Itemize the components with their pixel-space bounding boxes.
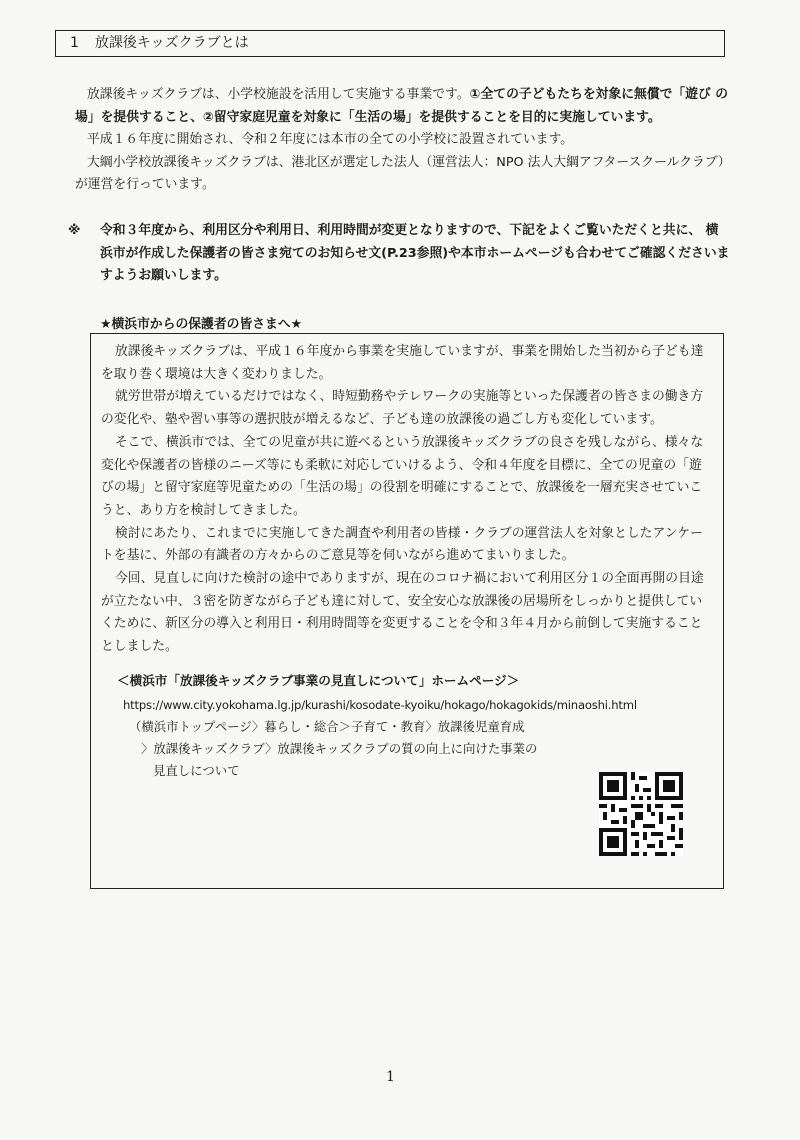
homepage-link-heading: ＜横浜市「放課後キッズクラブ事業の見直しについて」ホームページ＞ [117, 673, 520, 688]
section-heading [55, 30, 725, 57]
homepage-url-link[interactable]: https://www.city.yokohama.lg.jp/kurashi/kosodate-kyoiku/hokago/hokagokids/minaoshi.html [123, 698, 637, 712]
intro-text [75, 84, 730, 197]
intro-paragraph-3: 大綱小学校放課後キッズクラブは、港北区が選定した法人（運営法人：NPO 法人大綱アフタースクールクラブ）が運営を行っています。 [75, 154, 725, 192]
section-number: 1 [70, 35, 79, 51]
qr-code-icon[interactable] [599, 772, 683, 856]
intro-purpose-bold: ①全ての子どもたちを対象に無償で「遊び の場」を提供すること、②留守家庭児童を対象に「生活の場」を提供することを目的に実施しています。 [75, 87, 729, 125]
intro-paragraph-1: 放課後キッズクラブは、小学校施設を活用して実施する事業です。①全ての子どもたちを対象に無償で「遊び の場」を提供すること、②留守家庭児童を対象に「生活の場」を提供することを目的に実施しています。 [75, 87, 729, 125]
message-paragraph: 放課後キッズクラブは、平成１６年度から事業を実施していますが、事業を開始した当初から子ども達を取り巻く環境は大きく変わりました。 [101, 344, 704, 382]
notice-text: 令和３年度から、利用区分や利用日、利用時間が変更となりますので、下記をよくご覧いただくと共に、 横浜市が作成した保護者の皆さま宛てのお知らせ文(P.23参照)や本市ホームページも合わせてご確認くださいますようお願いします。 [100, 223, 730, 283]
navigation-path: 見直しについて [153, 763, 240, 778]
message-paragraph: そこで、横浜市では、全ての児童が共に遊べるという放課後キッズクラブの良さを残しながら、様々な変化や保護者の皆様のニーズ等にも柔軟に対応していけるよう、令和４年度を目標に、全ての児童の「遊びの場」と留守家庭等児童ための「生活の場」の役割を明確にすることで、放課後を一層充実させていこうと、あり方を検討してきました。 [101, 434, 704, 518]
reference-mark: ※ [68, 223, 81, 238]
page-number: 1 [386, 1069, 395, 1085]
navigation-path: （横浜市トップページ〉暮らし・総合＞子育て・教育〉放課後児童育成 [129, 719, 525, 734]
notice [68, 220, 730, 288]
section-title: 放課後キッズクラブとは [94, 35, 249, 51]
message-box [90, 333, 724, 889]
navigation-path: 〉放課後キッズクラブ〉放課後キッズクラブの質の向上に向けた事業の [141, 741, 538, 756]
message-paragraph: 検討にあたり、これまでに実施してきた調査や利用者の皆様・クラブの運営法人を対象としたアンケートを基に、外部の有識者の方々からのご意見等を伺いながら進めてまいりました。 [101, 525, 703, 564]
message-heading: ★横浜市からの保護者の皆さまへ★ [100, 317, 303, 332]
intro-paragraph-2: 平成１６年度に開始され、令和２年度には本市の全ての小学校に設置されています。 [87, 132, 574, 147]
message-paragraph: 就労世帯が増えているだけではなく、時短勤務やテレワークの実施等といった保護者の皆さまの働き方の変化や、塾や習い事等の選択肢が増えるなど、子ども達の放課後の過ごし方も変化しています。 [101, 389, 704, 428]
message-paragraph: 今回、見直しに向けた検討の途中でありますが、現在のコロナ禍において利用区分１の全面再開の目途が立たない中、３密を防ぎながら子ども達に対して、安全安心な放課後の居場所をしっかりと提供していくために、新区分の導入と利用日・利用時間等を変更することを令和３年４月から前倒して実施することとしました。 [101, 571, 704, 655]
